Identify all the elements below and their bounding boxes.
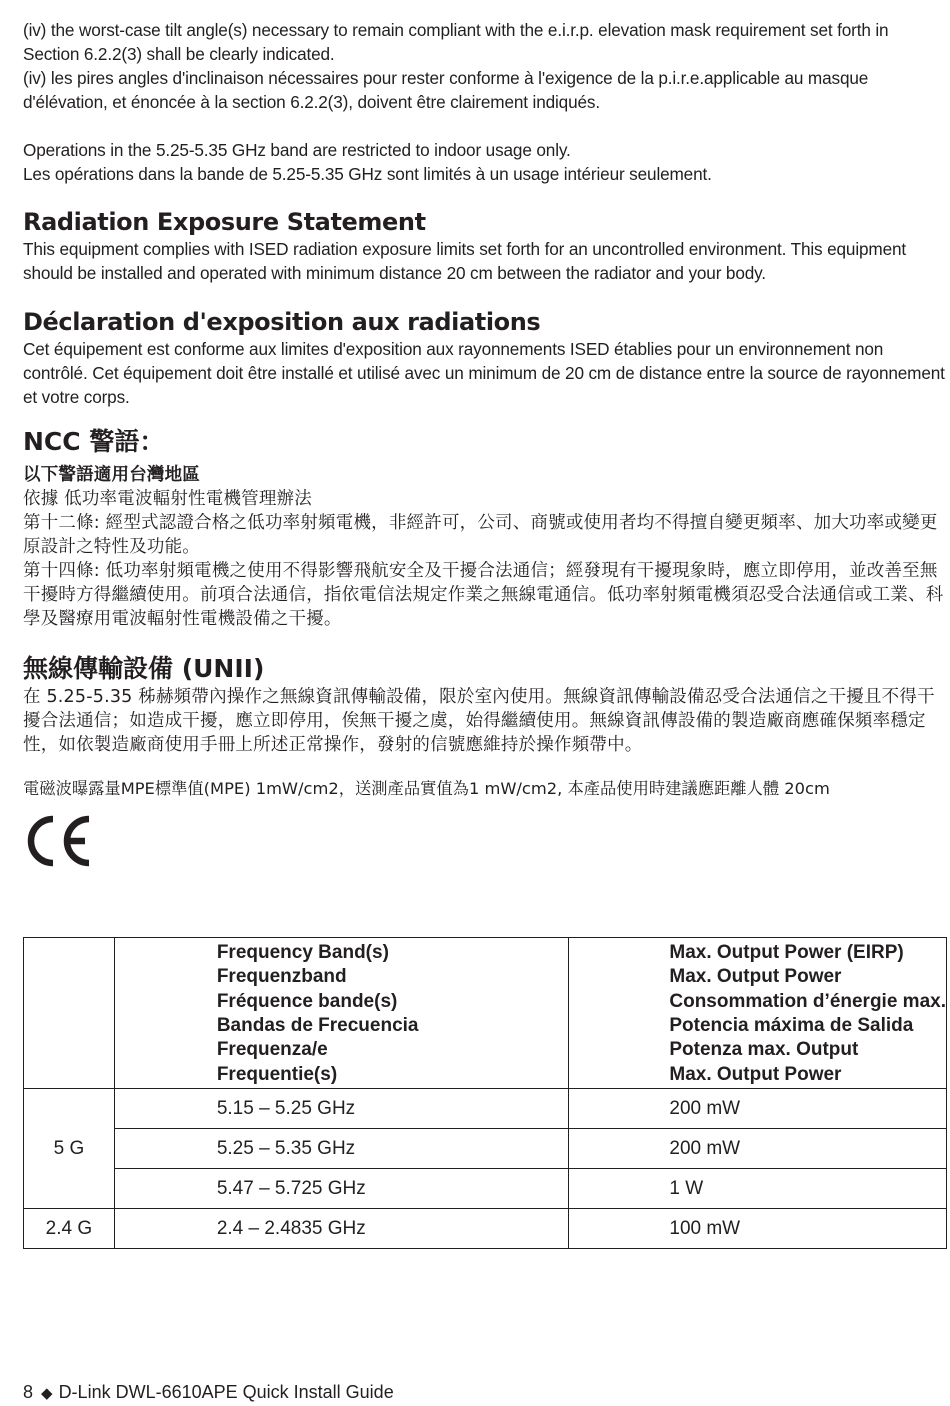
header-band-line: Fréquence bande(s) xyxy=(216,990,398,1012)
header-band-line: Bandas de Frecuencia xyxy=(216,1015,419,1036)
header-power-cell xyxy=(569,938,947,1089)
diamond-separator-icon: ◆ xyxy=(41,1385,53,1402)
header-power-line: Max. Output Power (EIRP) xyxy=(669,942,904,964)
band-cell: 2.4 – 2.4835 GHz xyxy=(114,1209,569,1249)
ncc-line-2: 第十二條: 經型式認證合格之低功率射頻電機，非經許可，公司、商號或使用者均不得擅自變更頻率、加大功率或變更原設計之特性及功能。 xyxy=(23,513,938,557)
tilt-statement-en: (iv) the worst-case tilt angle(s) necessary to remain compliant with the e.i.r.p. elevation mask requirement set forth in Section 6.2.2(3) shall be clearly indicated. xyxy=(23,20,889,64)
indoor-statement-fr: Les opérations dans la bande de 5.25-5.35 GHz sont limités à un usage intérieur seulement. xyxy=(23,164,712,184)
table-row xyxy=(24,1129,947,1169)
header-band-line: Frequency Band(s) xyxy=(216,942,389,964)
indoor-statement-en: Operations in the 5.25-5.35 GHz band are restricted to indoor usage only. xyxy=(23,140,571,160)
table-row xyxy=(24,1089,947,1129)
header-power-line: Potencia máxima de Salida xyxy=(669,1015,914,1036)
power-cell: 200 mW xyxy=(569,1129,947,1169)
page-number: 8 xyxy=(23,1382,34,1402)
header-power-line: Max. Output Power xyxy=(669,966,842,988)
table-header-row xyxy=(24,938,947,1089)
page-footer xyxy=(23,1380,394,1406)
declaration-heading: Déclaration d'exposition aux radiations xyxy=(23,308,541,336)
ncc-heading: NCC 警語： xyxy=(23,427,165,456)
band-cell: 5.25 – 5.35 GHz xyxy=(114,1129,569,1169)
radiation-heading: Radiation Exposure Statement xyxy=(23,208,426,236)
ncc-line-3: 第十四條: 低功率射頻電機之使用不得影響飛航安全及干擾合法通信；經發現有干擾現象時，應立即停用，並改善至無干擾時方得繼續使用。前項合法通信，指依電信法規定作業之無線電通信。低功率射頻電機須忍受合法通信或工業、科學及醫療用電波輻射性電機設備之干擾。 xyxy=(23,561,944,629)
unii-body: 在 5.25-5.35 秭赫頻帶內操作之無線資訊傳輸設備，限於室內使用。無線資訊傳輸設備忍受合法通信之干擾且不得干擾合法通信；如造成干擾，應立即停用，俟無干擾之虞，始得繼續使用。無線資訊傳設備的製造廠商應確保頻率穩定性，如依製造廠商使用手冊上所述正常操作，發射的信號應維持於操作頻帶中。 xyxy=(23,687,935,755)
unii-heading: 無線傳輸設備 (UNII) xyxy=(23,654,265,683)
group-5g-cell: 5 G xyxy=(24,1089,115,1209)
ncc-line-1: 依據 低功率電波輻射性電機管理辦法 xyxy=(23,489,312,509)
output-power-table xyxy=(23,937,947,1249)
header-band-line: Frequentie(s) xyxy=(216,1063,338,1085)
ce-mark xyxy=(23,813,947,873)
power-cell: 100 mW xyxy=(569,1209,947,1249)
tilt-statement-fr: (iv) les pires angles d'inclinaison nécessaires pour rester conforme à l'exigence de la p.i.r.e.applicable au masque d'élévation, et énoncée à la section 6.2.2(3), doivent être clairement indiqués. xyxy=(23,68,869,112)
header-power-line: Max. Output Power xyxy=(669,1063,842,1085)
table-row xyxy=(24,1169,947,1209)
page-content xyxy=(23,18,947,873)
power-cell: 1 W xyxy=(569,1169,947,1209)
group-24g-cell: 2.4 G xyxy=(24,1209,115,1249)
header-band-line: Frequenza/e xyxy=(216,1039,328,1061)
header-power-line: Potenza max. Output xyxy=(669,1039,859,1061)
header-band-line: Frequenzband xyxy=(216,966,347,988)
band-cell: 5.15 – 5.25 GHz xyxy=(114,1089,569,1129)
declaration-body: Cet équipement est conforme aux limites d'exposition aux rayonnements ISED établies pour un environnement non contrôlé. Cet équipement doit être installé et utilisé avec un minimum de 20 cm de distance entre la source de rayonnement et votre corps. xyxy=(23,339,945,407)
mpe-statement: 電磁波曝露量MPE標準值(MPE) 1mW/cm2，送測產品實值為1 mW/cm2, 本產品使用時建議應距離人體 20cm xyxy=(23,779,830,798)
ncc-subtitle: 以下警語適用台灣地區 xyxy=(23,465,200,485)
guide-title: D-Link DWL-6610APE Quick Install Guide xyxy=(58,1382,394,1402)
header-power-line: Consommation d’énergie max. xyxy=(669,990,946,1012)
header-empty-cell xyxy=(24,938,115,1089)
power-cell: 200 mW xyxy=(569,1089,947,1129)
table-row xyxy=(24,1209,947,1249)
radiation-body: This equipment complies with ISED radiation exposure limits set forth for an uncontrolled environment. This equipment should be installed and operated with minimum distance 20 cm between the radiator and your body. xyxy=(23,239,907,283)
header-band-cell xyxy=(114,938,569,1089)
band-cell: 5.47 – 5.725 GHz xyxy=(114,1169,569,1209)
